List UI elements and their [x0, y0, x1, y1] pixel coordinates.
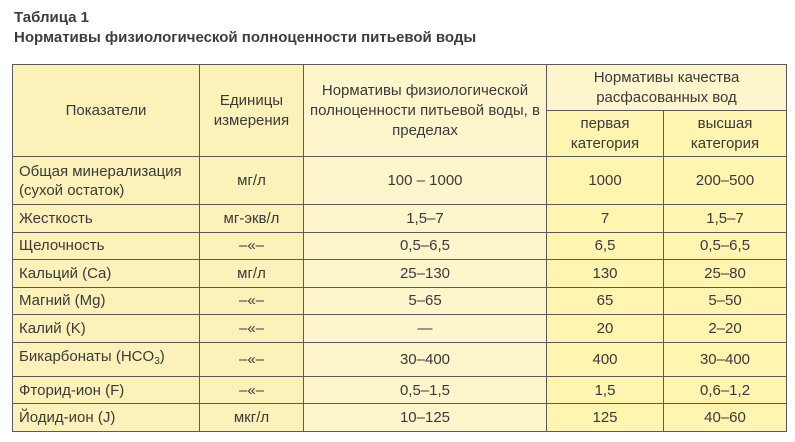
table-row [13, 404, 787, 432]
row-indicator: Магний (Mg) [13, 287, 200, 315]
row-indicator: Калий (K) [13, 315, 200, 343]
row-first: 6,5 [547, 232, 664, 260]
row-indicator: Йодид-ион (J) [13, 404, 200, 432]
row-first: 400 [547, 342, 664, 376]
row-indicator: Общая минерализация (сухой остаток) [13, 157, 200, 205]
row-first: 130 [547, 260, 664, 288]
row-unit: мкг/л [200, 404, 304, 432]
row-unit: –«– [200, 287, 304, 315]
header-packaged-norms: Нормативы качества расфасованных вод [547, 65, 787, 111]
header-highest-category: высшая категория [664, 111, 787, 157]
table-row [13, 287, 787, 315]
row-physio: 30–400 [304, 342, 547, 376]
row-unit: –«– [200, 232, 304, 260]
row-physio: 25–130 [304, 260, 547, 288]
table-number: Таблица 1 [14, 9, 90, 26]
header-units: Единицы измерения [200, 65, 304, 157]
row-unit: –«– [200, 315, 304, 343]
indicator-text-end: ) [159, 348, 165, 366]
row-highest: 0,5–6,5 [664, 232, 787, 260]
header-physio-norms: Нормативы физиологической полноценности питьевой воды, в пределах [304, 65, 547, 157]
row-highest: 2–20 [664, 315, 787, 343]
table-row [13, 205, 787, 233]
table-row [13, 157, 787, 205]
row-unit: –«– [200, 376, 304, 404]
row-indicator: Жесткость [13, 205, 200, 233]
row-first: 125 [547, 404, 664, 432]
table-row [13, 232, 787, 260]
row-indicator: Щелочность [13, 232, 200, 260]
row-first: 20 [547, 315, 664, 343]
row-indicator: Фторид-ион (F) [13, 376, 200, 404]
row-physio: 0,5–1,5 [304, 376, 547, 404]
row-physio: 5–65 [304, 287, 547, 315]
row-highest: 25–80 [664, 260, 787, 288]
header-indicator: Показатели [13, 65, 200, 157]
row-unit: –«– [200, 342, 304, 376]
row-unit: мг/л [200, 157, 304, 205]
table-row [13, 315, 787, 343]
row-highest: 1,5–7 [664, 205, 787, 233]
row-highest: 0,6–1,2 [664, 376, 787, 404]
indicator-text: Бикарбонаты (HCO [19, 348, 155, 366]
row-unit: мг-экв/л [200, 205, 304, 233]
row-highest: 5–50 [664, 287, 787, 315]
table-caption [14, 8, 476, 48]
row-indicator [13, 342, 200, 376]
row-highest: 30–400 [664, 342, 787, 376]
row-highest: 200–500 [664, 157, 787, 205]
table-row [13, 260, 787, 288]
row-first: 1000 [547, 157, 664, 205]
row-physio: 100 – 1000 [304, 157, 547, 205]
row-unit: мг/л [200, 260, 304, 288]
indicator-subscript: 3 [154, 356, 160, 368]
row-physio: 1,5–7 [304, 205, 547, 233]
table-row [13, 342, 787, 376]
row-physio: 0,5–6,5 [304, 232, 547, 260]
row-physio: — [304, 315, 547, 343]
row-first: 65 [547, 287, 664, 315]
row-indicator: Кальций (Ca) [13, 260, 200, 288]
row-first: 1,5 [547, 376, 664, 404]
table-row [13, 376, 787, 404]
water-standards-table [12, 64, 787, 432]
table-title: Нормативы физиологической полноценности питьевой воды [14, 29, 477, 46]
row-first: 7 [547, 205, 664, 233]
row-highest: 40–60 [664, 404, 787, 432]
row-physio: 10–125 [304, 404, 547, 432]
header-first-category: первая категория [547, 111, 664, 157]
